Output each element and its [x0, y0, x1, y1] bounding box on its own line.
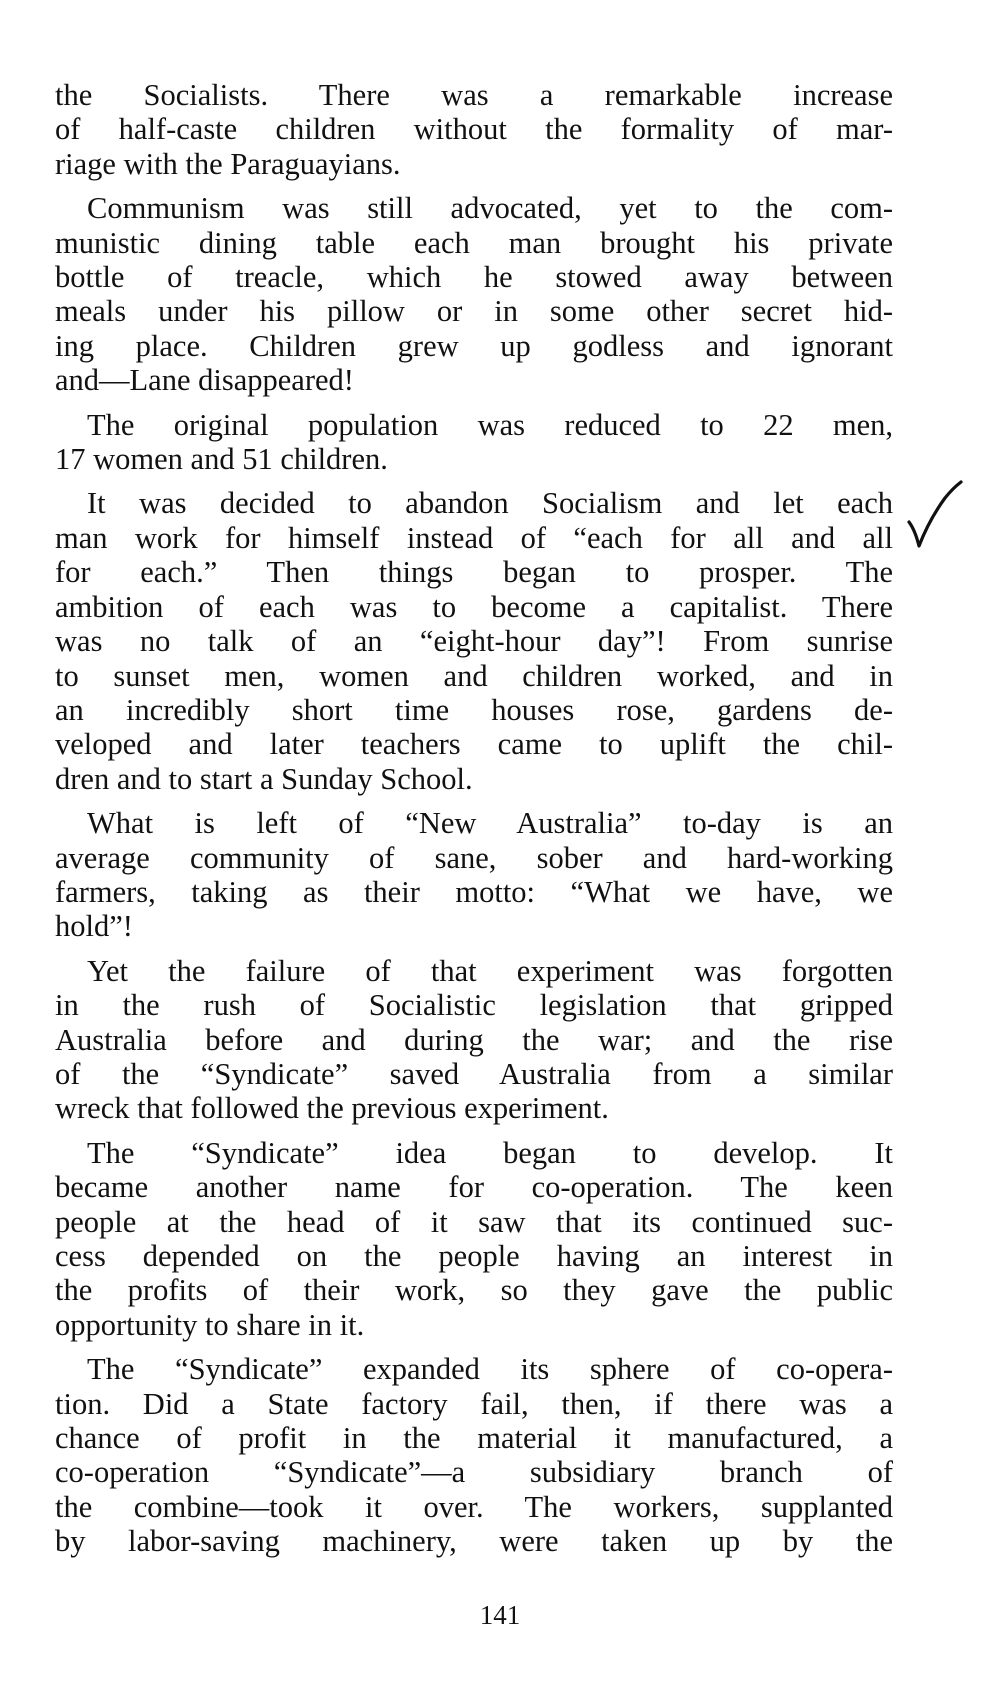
text-line: Yet the failure of that experiment was forgotten	[87, 953, 893, 988]
text-line: co-operation “Syndicate”—a subsidiary branch of	[55, 1455, 893, 1490]
text-line: in the rush of Socialistic legislation that gripped	[55, 988, 893, 1023]
text-line: man work for himself instead of “each for all and all	[55, 520, 893, 555]
text-line: munistic dining table each man brought his private	[55, 225, 893, 260]
text-line: the profits of their work, so they gave the public	[55, 1273, 893, 1308]
text-line: an incredibly short time houses rose, gardens de-	[55, 692, 893, 727]
text-line: chance of profit in the material it manufactured, a	[55, 1421, 893, 1456]
text-line: ing place. Children grew up godless and ignorant	[55, 328, 893, 363]
text-line: hold”!	[55, 909, 133, 944]
text-line: What is left of “New Australia” to-day is an	[87, 806, 893, 841]
text-line: became another name for co-operation. The keen	[55, 1170, 893, 1205]
text-line: for each.” Then things began to prosper. The	[55, 555, 893, 590]
text-line: The “Syndicate” expanded its sphere of co-opera-	[87, 1352, 893, 1387]
text-line: by labor-saving machinery, were taken up by the	[55, 1524, 893, 1559]
text-line: was no talk of an “eight-hour day”! From sunrise	[55, 624, 893, 659]
text-line: opportunity to share in it.	[55, 1307, 365, 1342]
text-line: Australia before and during the war; and the rise	[55, 1022, 893, 1057]
paragraph	[55, 78, 893, 181]
text-line: and—Lane disappeared!	[55, 363, 354, 398]
text-line: ambition of each was to become a capitalist. There	[55, 589, 893, 624]
paragraph	[55, 1136, 893, 1342]
paragraph	[55, 191, 893, 397]
text-line: riage with the Paraguayians.	[55, 146, 401, 181]
text-line: The “Syndicate” idea began to develop. It	[87, 1135, 893, 1170]
text-line: tion. Did a State factory fail, then, if there was a	[55, 1386, 893, 1421]
text-line: veloped and later teachers came to uplift the chil-	[55, 727, 893, 762]
text-line: to sunset men, women and children worked, and in	[55, 658, 893, 693]
text-line: 17 women and 51 children.	[55, 442, 388, 477]
paragraph	[55, 408, 893, 477]
text-line: of the “Syndicate” saved Australia from a similar	[55, 1056, 893, 1091]
text-line: of half-caste children without the formality of mar-	[55, 112, 893, 147]
text-line: cess depended on the people having an interest in	[55, 1239, 893, 1273]
check-mark-icon	[905, 480, 965, 550]
page-number: 141	[479, 1600, 521, 1630]
paragraph	[55, 1352, 893, 1558]
body-text	[55, 78, 893, 1569]
text-line: the combine—took it over. The workers, supplanted	[55, 1489, 893, 1524]
text-line: people at the head of it saw that its continued suc-	[55, 1204, 893, 1239]
text-line: wreck that followed the previous experiment.	[55, 1091, 609, 1126]
text-line: Communism was still advocated, yet to the com-	[87, 191, 893, 226]
text-line: bottle of treacle, which he stowed away between	[55, 260, 893, 295]
text-line: meals under his pillow or in some other secret hid-	[55, 294, 893, 329]
text-line: farmers, taking as their motto: “What we have, we	[55, 874, 893, 909]
paragraph	[55, 486, 893, 796]
text-line: the Socialists. There was a remarkable increase	[55, 78, 893, 112]
text-line: The original population was reduced to 22 men,	[87, 407, 893, 442]
text-line: dren and to start a Sunday School.	[55, 761, 473, 796]
text-line: average community of sane, sober and hard-working	[55, 840, 893, 875]
text-line: It was decided to abandon Socialism and let each	[87, 486, 893, 521]
paragraph	[55, 806, 893, 944]
paragraph	[55, 954, 893, 1126]
